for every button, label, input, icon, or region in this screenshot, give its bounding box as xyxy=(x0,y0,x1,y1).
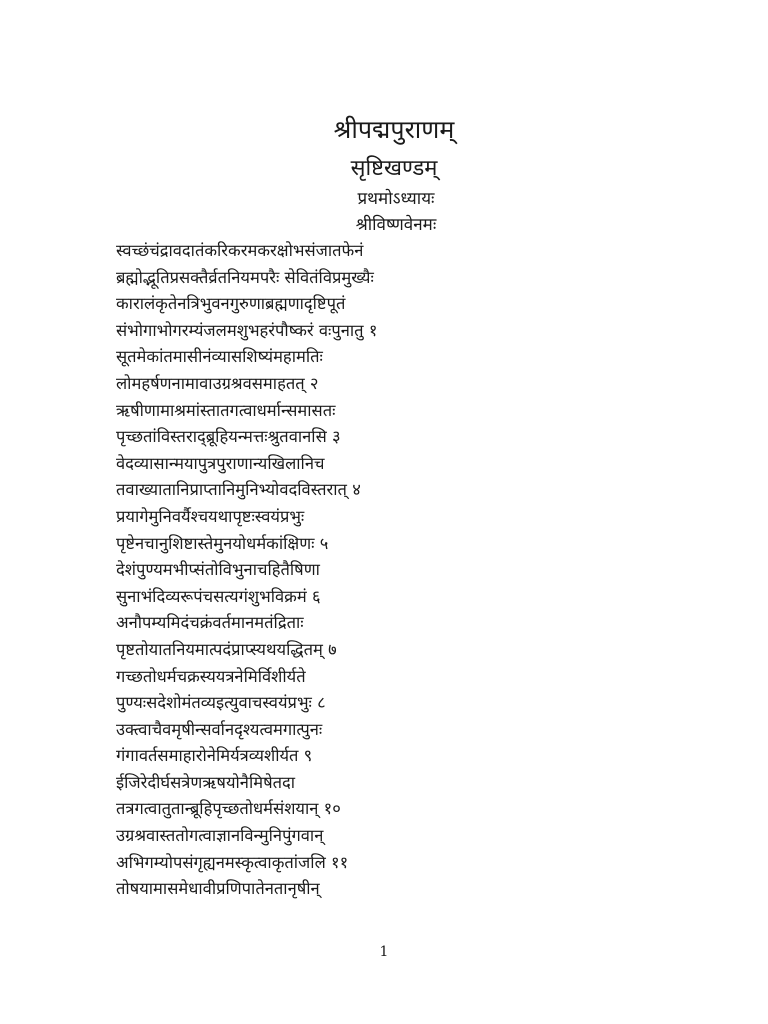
page-number: 1 xyxy=(379,944,389,960)
verse-line: देशंपुण्यमभीप्संतोविभुनाचहितैषिणा xyxy=(116,560,320,580)
verse-line: तोषयामासमेधावीप्रणिपातेनतानृषीन् xyxy=(116,879,320,899)
verse-line: संभोगाभोगरम्यंजलमशुभहरंपौष्करं वःपुनातु १ xyxy=(116,320,378,340)
invocation-heading: श्रीविष्णवेनमः xyxy=(355,215,437,235)
verse-line: पृष्टेनचानुशिष्टास्तेमुनयोधर्मकांक्षिणः ५ xyxy=(116,533,329,553)
section-title: सृष्टिखण्डम् xyxy=(350,156,438,181)
verse-line: पृष्टतोयातनियमात्पदंप्राप्स्यथयद्धितम् ७ xyxy=(116,639,337,659)
verse-line: स्वच्छंचंद्रावदातंकरिकरमकरक्षोभसंजातफेनं xyxy=(116,241,364,260)
verse-line: लोमहर्षणनामावाउग्रश्रवसमाहतत् २ xyxy=(116,373,319,393)
verse-line: उग्रश्रवास्ततोगत्वाज्ञानविन्मुनिपुंगवान् xyxy=(116,826,324,846)
verse-line: कारालंकृतेनत्रिभुवनगुरुणाब्रह्मणादृष्टिपूतं xyxy=(116,294,346,314)
verse-line: अनौपम्यमिदंचक्रंवर्तमानमतंद्रिताः xyxy=(116,613,304,633)
chapter-heading: प्रथमोऽध्यायः xyxy=(357,189,435,209)
verse-line: ईजिरेदीर्घसत्रेणऋषयोनैमिषेतदा xyxy=(116,772,296,792)
verse-line: ऋषीणामाश्रमांस्तातगत्वाधर्मान्समासतः xyxy=(116,400,336,420)
verse-line: उक्त्वाचैवमृषीन्सर्वानदृश्यत्वमगात्पुनः xyxy=(116,719,323,739)
verse-line: अभिगम्योपसंगृह्यनमस्कृत्वाकृतांजलि ११ xyxy=(116,852,349,872)
verse-line: वेदव्यासान्मयापुत्रपुराणान्यखिलानिच xyxy=(116,453,325,473)
verse-line: गंगावर्तसमाहारोनेमिर्यत्रव्यशीर्यत ९ xyxy=(116,746,313,766)
verse-text xyxy=(116,238,736,903)
verse-line: तवाख्यातानिप्राप्तानिमुनिभ्योवदविस्तरात् ४ xyxy=(116,480,361,500)
verse-line: सूतमेकांतमासीनंव्यासशिष्यंमहामतिः xyxy=(116,347,323,367)
verse-line: गच्छतोधर्मचक्रस्ययत्रनेमिर्विशीर्यते xyxy=(116,666,306,686)
verse-line: सुनाभंदिव्यरूपंचसत्यगंशुभविक्रमं ६ xyxy=(116,586,321,606)
verse-line: पुण्यःसदेशोमंतव्यइत्युवाचस्वयंप्रभुः ८ xyxy=(116,693,326,713)
verse-line: तत्रगत्वातुतान्ब्रूहिपृच्छतोधर्मसंशयान् १० xyxy=(116,799,341,819)
verse-line: पृच्छतांविस्तराद्ब्रूहियन्मत्तःश्रुतवानसि ३ xyxy=(116,427,341,447)
verse-line: ब्रह्मोद्भूतिप्रसक्तैर्व्रतनियमपरैः सेवितंविप्रमुख्यैः xyxy=(116,267,374,287)
document-title: श्रीपद्मपुराणम् xyxy=(333,115,455,144)
verse-line: प्रयागेमुनिवर्यैश्चयथापृष्टःस्वयंप्रभुः xyxy=(116,506,305,526)
